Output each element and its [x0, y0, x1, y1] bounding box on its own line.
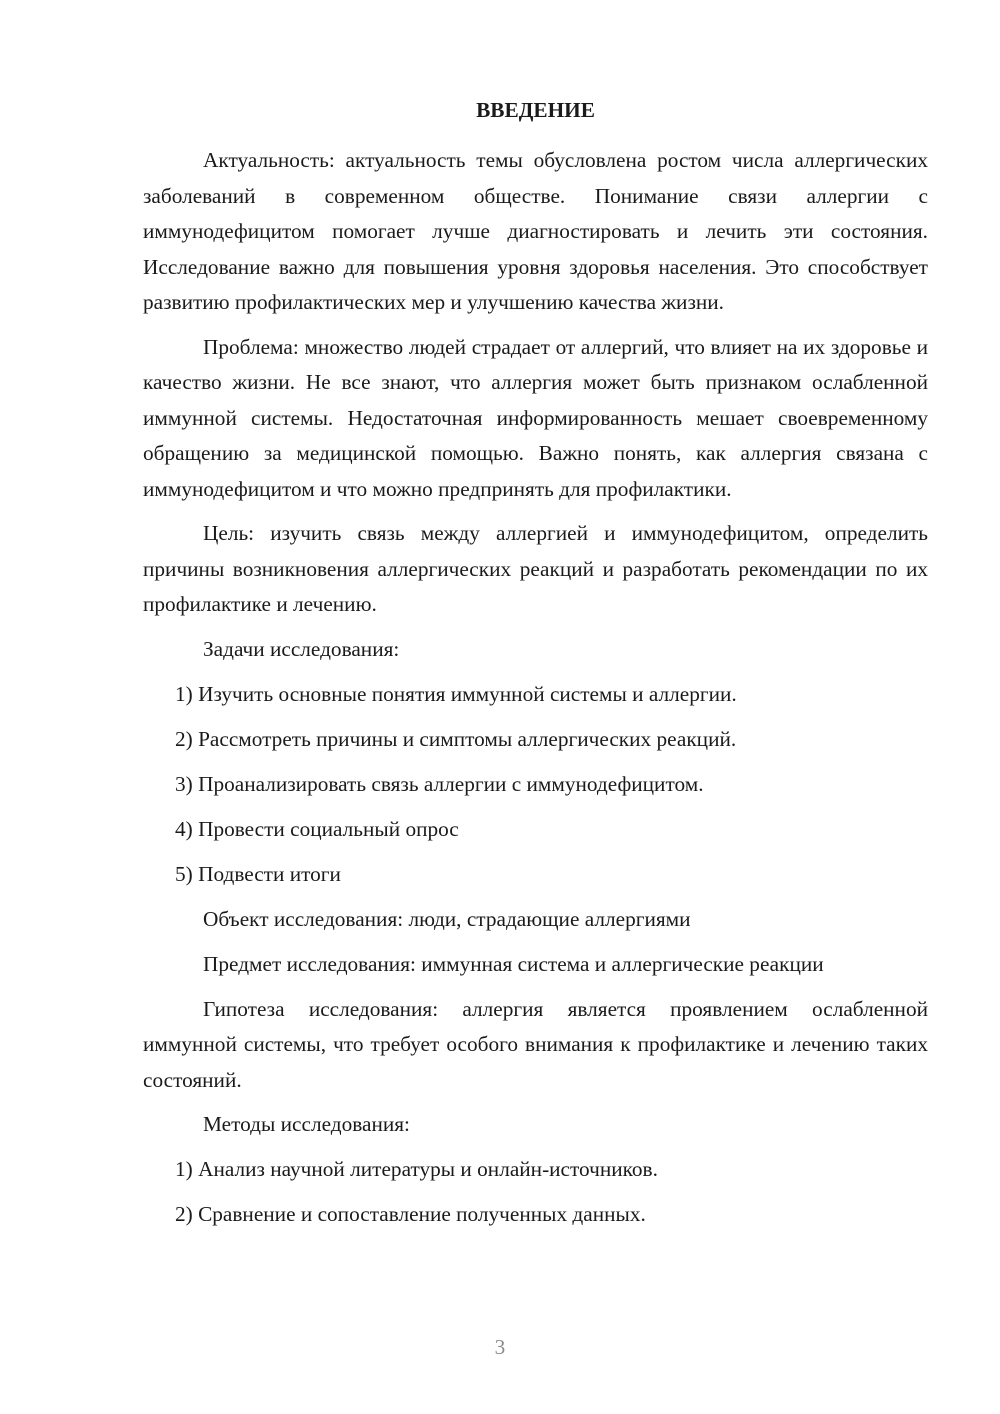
document-page [143, 94, 928, 1242]
tasks-list [143, 677, 928, 893]
goal-paragraph: Цель: изучить связь между аллергией и иммунодефицитом, определить причины возникновения аллергических реакций и разработать рекомендации по их профилактике и лечению. [143, 521, 928, 616]
list-item: 2) Сравнение и сопоставление полученных данных. [175, 1202, 646, 1226]
relevance-paragraph: Актуальность: актуальность темы обусловлена ростом числа аллергических заболеваний в современном обществе. Понимание связи аллергии с иммунодефицитом помогает лучше диагностировать и лечить эти состояния. Исследование важно для повышения уровня здоровья населения. Это способствует развитию профилактических мер и улучшению качества жизни. [143, 148, 928, 314]
problem-paragraph: Проблема: множество людей страдает от аллергий, что влияет на их здоровье и качество жизни. Не все знают, что аллергия может быть признаком ослабленной иммунной системы. Недостаточная информированность мешает своевременному обращению за медицинской помощью. Важно понять, как аллергия связана с иммунодефицитом и что можно предпринять для профилактики. [143, 334, 928, 501]
object-line: Объект исследования: люди, страдающие аллергиями [203, 906, 691, 931]
list-item: 4) Провести социальный опрос [175, 816, 459, 841]
section-title: ВВЕДЕНИЕ [476, 98, 595, 122]
list-item: 1) Анализ научной литературы и онлайн-источников. [175, 1157, 658, 1181]
hypothesis-paragraph: Гипотеза исследования: аллергия является проявлением ослабленной иммунной системы, что требует особого внимания к профилактике и лечению таких состояний. [143, 996, 928, 1092]
subject-line: Предмет исследования: иммунная система и аллергические реакции [203, 951, 824, 976]
tasks-heading: Задачи исследования: [203, 636, 400, 661]
list-item: 2) Рассмотреть причины и симптомы аллергических реакций. [175, 726, 737, 751]
list-item: 1) Изучить основные понятия иммунной системы и аллергии. [175, 681, 737, 706]
list-item: 5) Подвести итоги [175, 861, 341, 886]
methods-heading: Методы исследования: [203, 1112, 410, 1136]
methods-list [143, 1152, 928, 1233]
page-number: 3 [494, 1335, 506, 1359]
list-item: 3) Проанализировать связь аллергии с иммунодефицитом. [175, 771, 704, 796]
